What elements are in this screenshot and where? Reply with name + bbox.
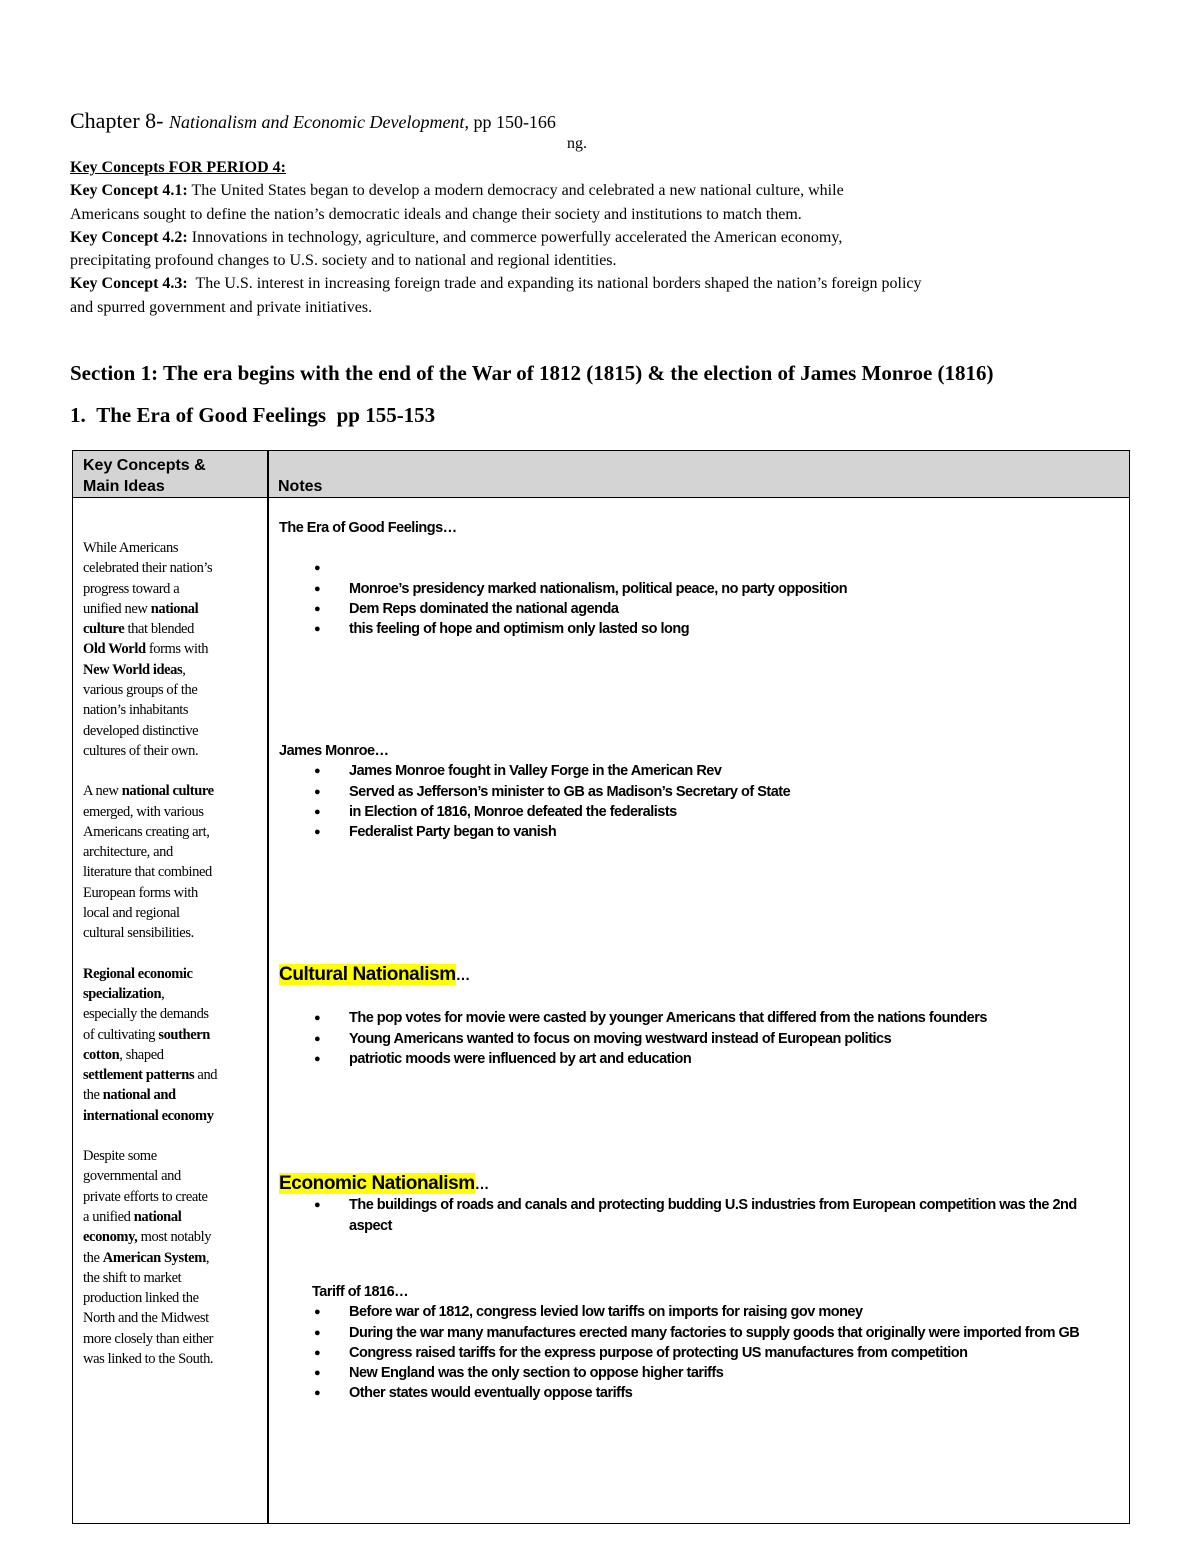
notes-table: [72, 450, 1130, 1524]
list-item: ● patriotic moods were influenced by art and education: [279, 1049, 1119, 1069]
list-item: [279, 558, 1119, 578]
list-item: ● Before war of 1812, congress levied low tariffs on imports for raising gov money: [279, 1302, 1119, 1322]
era-title: [70, 403, 435, 428]
notes-economic-nationalism: [279, 1174, 1119, 1236]
list-item: ● The buildings of roads and canals and protecting budding U.S industries from European competition was the 2nd aspect: [279, 1195, 1119, 1236]
list-item: ● During the war many manufactures erected many factories to supply goods that originally were imported from GB: [279, 1323, 1119, 1343]
list-item: ● Other states would eventually oppose tariffs: [279, 1383, 1119, 1403]
column-divider: [267, 451, 269, 1523]
list-item: ● Federalist Party began to vanish: [279, 822, 1119, 842]
notes-good-feelings: [279, 518, 1119, 639]
chapter-title: [70, 108, 556, 134]
stray-text: ng.: [567, 135, 587, 152]
key-concepts: [70, 156, 1130, 319]
chapter-subject: Nationalism and Economic Development: [168, 112, 465, 132]
main-idea-3: Regional economic specialization, especially the demands of cultivating southern cotton, shaped settlement patterns and the national and international economy: [83, 965, 218, 1124]
era-number: 1.: [70, 403, 86, 427]
chapter-label: Chapter 8: [70, 108, 157, 133]
chapter-dash: -: [156, 108, 164, 133]
header-notes: Notes: [278, 478, 323, 495]
good-feelings-heading: The Era of Good Feelings…: [279, 520, 457, 536]
list-item: ● Served as Jefferson’s minister to GB as Madison’s Secretary of State: [279, 782, 1119, 802]
key-concept-4-1-cont: Americans sought to define the nation’s democratic ideals and change their society and institutions to match them.: [70, 205, 802, 223]
list-item: ● New England was the only section to oppose higher tariffs: [279, 1363, 1119, 1383]
main-idea-4: Despite some governmental and private efforts to create a unified national economy, most notably the American System, the shift to market production linked the North and the Midwest more closely than either was linked to the South.: [83, 1148, 214, 1367]
list-item: ● Young Americans wanted to focus on moving westward instead of European politics: [279, 1029, 1119, 1049]
list-item: ● Dem Reps dominated the national agenda: [279, 599, 1119, 619]
era-text: The Era of Good Feelings pp 155-153: [96, 403, 436, 427]
list-item: ● James Monroe fought in Valley Forge in the American Rev: [279, 761, 1119, 781]
section-title: Section 1: The era begins with the end of the War of 1812 (1815) & the election of James Monroe (1816): [70, 361, 994, 385]
key-concepts-heading: Key Concepts FOR PERIOD 4:: [70, 159, 286, 176]
table-header: [73, 451, 1129, 498]
list-item: ● Monroe’s presidency marked nationalism, political peace, no party opposition: [279, 579, 1119, 599]
monroe-heading: James Monroe…: [279, 743, 389, 759]
main-ideas-column: [83, 538, 261, 1389]
cultural-heading: Cultural Nationalism…: [279, 964, 470, 985]
key-concept-4-1: Key Concept 4.1: The United States began to develop a modern democracy and celebrated a new national culture, while: [70, 182, 844, 200]
key-concept-4-2: Key Concept 4.2: Innovations in technology, agriculture, and commerce powerfully accelerated the American economy,: [70, 228, 843, 246]
chapter-pages: , pp 150-166: [464, 112, 556, 132]
list-item: ● in Election of 1816, Monroe defeated the federalists: [279, 802, 1119, 822]
header-key-concepts: Key Concepts & Main Ideas: [83, 457, 206, 495]
notes-james-monroe: [279, 741, 1119, 842]
list-item: ● Congress raised tariffs for the express purpose of protecting US manufactures from competition: [279, 1343, 1119, 1363]
economic-heading: Economic Nationalism…: [279, 1173, 489, 1194]
list-item: ● The pop votes for movie were casted by younger Americans that differed from the nations founders: [279, 1008, 1119, 1028]
tariff-heading: Tariff of 1816…: [312, 1284, 409, 1300]
key-concept-4-2-cont: precipitating profound changes to U.S. society and to national and regional identities.: [70, 252, 617, 270]
list-item: ● this feeling of hope and optimism only lasted so long: [279, 619, 1119, 639]
key-concept-4-3-cont: and spurred government and private initiatives.: [70, 298, 373, 316]
main-idea-2: A new national culture emerged, with various Americans creating art, architecture, and literature that combined European forms with local and regional cultural sensibilities.: [83, 783, 214, 942]
key-concept-4-3: Key Concept 4.3: The U.S. interest in increasing foreign trade and expanding its national borders shaped the nation’s foreign policy: [70, 275, 922, 293]
main-idea-1: While Americans celebrated their nation’s progress toward a unified new national culture that blended Old World forms with New World ideas, various groups of the nation’s inhabitants developed distinctive cultures of their own.: [83, 540, 213, 759]
notes-cultural-nationalism: [279, 965, 1119, 1069]
notes-tariff-1816: [279, 1282, 1119, 1404]
